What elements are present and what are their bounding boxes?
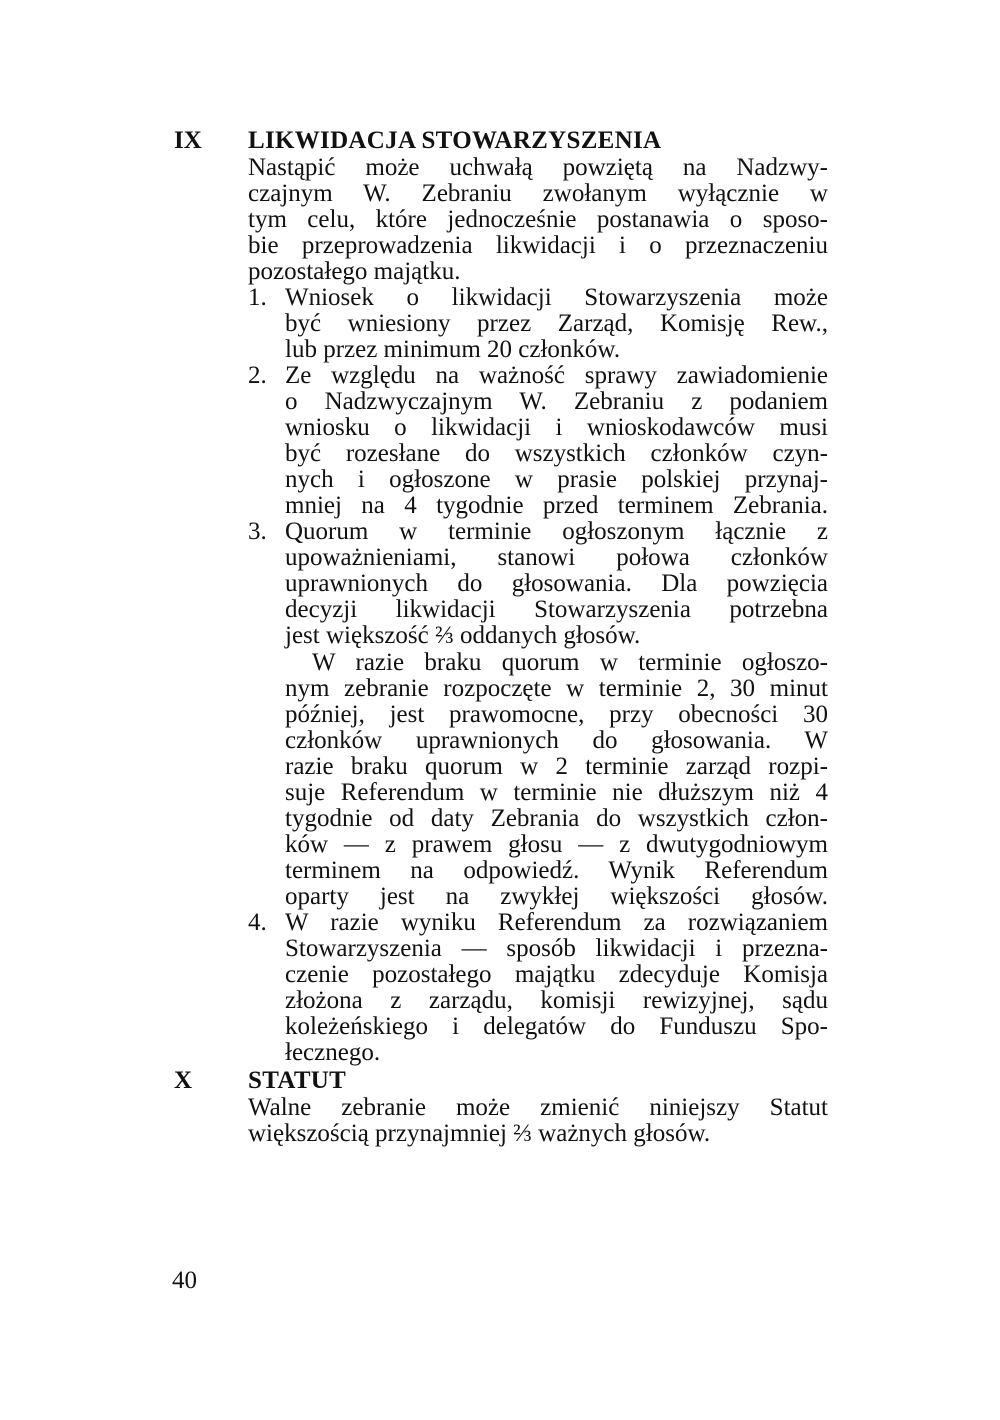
list-item-line: jest większość ⅔ oddanych głosów. [285,622,641,649]
list-item-paragraph-line: suje Referendum w terminie nie dłuższym niż 4 [285,779,828,806]
list-item-line: o Nadzwyczajnym W. Zebraniu z podaniem [285,388,828,415]
list-item-number: 2. [248,362,267,389]
section-title: LIKWIDACJA STOWARZYSZENIA [248,127,662,154]
list-item-line: Ze względu na ważność sprawy zawiadomienie [285,362,828,389]
section-number: IX [174,127,202,154]
list-item-line: Stowarzyszenia — sposób likwidacji i przezna- [285,935,828,962]
list-item-line: koleżeńskiego i delegatów do Funduszu Spo- [285,1013,828,1040]
paragraph-line: Walne zebranie może zmienić niniejszy Statut [248,1094,828,1121]
list-item-paragraph-line: nym zebranie rozpoczęte w terminie 2, 30 minut [285,675,828,702]
paragraph-line: pozostałego majątku. [248,258,461,285]
paragraph-line: Nastąpić może uchwałą powziętą na Nadzwy- [248,154,828,181]
paragraph-line: bie przeprowadzenia likwidacji i o przeznaczeniu [248,232,828,259]
list-item-line: czenie pozostałego majątku zdecyduje Komisja [285,961,828,988]
list-item-number: 4. [248,909,267,936]
list-item-line: upoważnieniami, stanowi połowa członków [285,544,828,571]
list-item-paragraph-line: członków uprawnionych do głosowania. W [285,727,828,754]
list-item-line: Quorum w terminie ogłoszonym łącznie z [285,518,828,545]
list-item-line: wniosku o likwidacji i wnioskodawców musi [285,414,828,441]
list-item-paragraph-line: terminem na odpowiedź. Wynik Referendum [285,857,828,884]
list-item-line: być wniesiony przez Zarząd, Komisję Rew., [285,310,828,337]
list-item-line: decyzji likwidacji Stowarzyszenia potrzebna [285,596,828,623]
paragraph-line: tym celu, które jednocześnie postanawia o sposo- [248,206,828,233]
list-item-number: 1. [248,284,267,311]
list-item-paragraph-line: oparty jest na zwykłej większości głosów. [285,883,828,910]
list-item-line: łecznego. [285,1039,381,1066]
section-number: X [174,1067,193,1094]
list-item-line: W razie wyniku Referendum za rozwiązaniem [285,909,828,936]
list-item-line: złożona z zarządu, komisji rewizyjnej, sądu [285,987,828,1014]
section-title: STATUT [248,1067,347,1094]
list-item-number: 3. [248,518,267,545]
list-item-paragraph-line: ków — z prawem głosu — z dwutygodniowym [285,831,828,858]
list-item-line: uprawnionych do głosowania. Dla powzięcia [285,570,828,597]
page-number: 40 [172,1267,197,1294]
paragraph-line: większością przynajmniej ⅔ ważnych głosów. [248,1120,711,1147]
list-item-line: nych i ogłoszone w prasie polskiej przynaj- [285,466,828,493]
list-item-paragraph-line: tygodnie od daty Zebrania do wszystkich człon- [285,805,828,832]
list-item-paragraph-line: później, jest prawomocne, przy obecności 30 [285,701,828,728]
list-item-line: być rozesłane do wszystkich członków czyn- [285,440,828,467]
list-item-paragraph-line: W razie braku quorum w terminie ogłoszo- [312,649,828,676]
list-item-line: lub przez minimum 20 członków. [285,336,621,363]
list-item-paragraph-line: razie braku quorum w 2 terminie zarząd rozpi- [285,753,828,780]
paragraph-line: czajnym W. Zebraniu zwołanym wyłącznie w [248,180,828,207]
list-item-line: mniej na 4 tygodnie przed terminem Zebrania. [285,492,828,519]
list-item-line: Wniosek o likwidacji Stowarzyszenia może [285,284,828,311]
